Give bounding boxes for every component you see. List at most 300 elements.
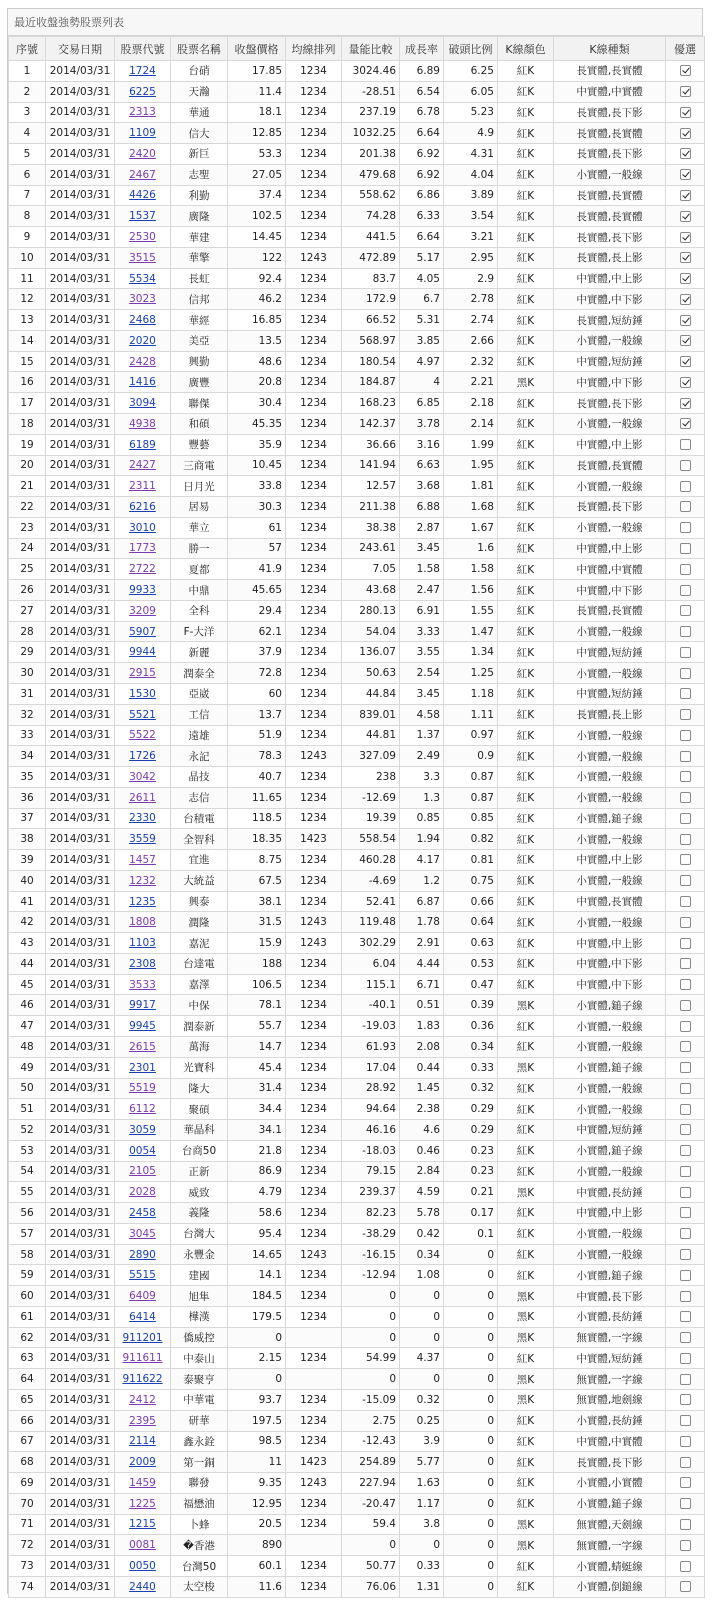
stock-code-link[interactable]: 3023 — [129, 293, 156, 306]
preferred-checkbox[interactable] — [680, 688, 691, 699]
cell-growth: 4.58 — [400, 704, 444, 725]
cell-k-type: 小實體,一般線 — [554, 1161, 666, 1182]
cell-close: 86.9 — [228, 1161, 286, 1182]
stock-code-link[interactable]: 2915 — [129, 667, 156, 680]
table-row — [9, 995, 705, 1016]
preferred-checkbox[interactable] — [680, 1498, 691, 1509]
preferred-checkbox[interactable] — [680, 1228, 691, 1239]
preferred-checkbox[interactable] — [680, 958, 691, 969]
preferred-checkbox[interactable] — [680, 875, 691, 886]
col-header-seq[interactable]: 序號 — [9, 37, 46, 61]
preferred-checkbox[interactable] — [680, 751, 691, 762]
stock-code-link[interactable]: 2313 — [129, 106, 156, 119]
cell-name: 鑫永銓 — [171, 1431, 228, 1452]
cell-date: 2014/03/31 — [46, 580, 115, 601]
stock-code-link[interactable]: 1109 — [129, 127, 156, 140]
stock-code-link[interactable]: 2114 — [129, 1435, 156, 1448]
stock-code-link[interactable]: 2458 — [129, 1206, 156, 1219]
cell-ma-order: 1234 — [286, 850, 342, 871]
cell-close: 37.4 — [228, 185, 286, 206]
cell-name: 天瀚 — [171, 81, 228, 102]
cell-breakout: 6.05 — [444, 81, 498, 102]
cell-name: 潤泰全 — [171, 663, 228, 684]
preferred-checkbox[interactable] — [680, 647, 691, 658]
preferred-checkbox[interactable] — [680, 398, 691, 409]
cell-date: 2014/03/31 — [46, 808, 115, 829]
col-header-k-color[interactable]: K線顏色 — [498, 37, 554, 61]
cell-name: 信邦 — [171, 289, 228, 310]
cell-preferred — [666, 289, 705, 310]
cell-date: 2014/03/31 — [46, 330, 115, 351]
col-header-breakout[interactable]: 破頭比例 — [444, 37, 498, 61]
cell-seq: 33 — [9, 725, 46, 746]
cell-name: 利勤 — [171, 185, 228, 206]
table-row — [9, 642, 705, 663]
cell-name: 永記 — [171, 746, 228, 767]
stock-code-link[interactable]: 1724 — [129, 64, 156, 77]
cell-ma-order: 1234 — [286, 414, 342, 435]
cell-k-color: 黑K — [498, 1182, 554, 1203]
stock-code-link[interactable]: 3533 — [129, 978, 156, 991]
preferred-checkbox[interactable] — [680, 1353, 691, 1364]
cell-k-color: 紅K — [498, 434, 554, 455]
preferred-checkbox[interactable] — [680, 148, 691, 159]
cell-breakout: 0.9 — [444, 746, 498, 767]
stock-code-link[interactable]: 4426 — [129, 189, 156, 202]
cell-growth: 3.45 — [400, 538, 444, 559]
stock-code-link[interactable]: 3094 — [129, 397, 156, 410]
preferred-checkbox[interactable] — [680, 190, 691, 201]
stock-code-link[interactable]: 1232 — [129, 874, 156, 887]
cell-close: 30.3 — [228, 497, 286, 518]
stock-code-link[interactable]: 5907 — [129, 625, 156, 638]
cell-close: 188 — [228, 953, 286, 974]
cell-breakout: 0 — [444, 1369, 498, 1390]
cell-seq: 16 — [9, 372, 46, 393]
stock-code-link[interactable]: 1530 — [129, 687, 156, 700]
cell-k-color: 紅K — [498, 974, 554, 995]
cell-preferred — [666, 1327, 705, 1348]
cell-date: 2014/03/31 — [46, 476, 115, 497]
preferred-checkbox[interactable] — [680, 730, 691, 741]
stock-code-link[interactable]: 3010 — [129, 521, 156, 534]
stock-code-link[interactable]: 1225 — [129, 1497, 156, 1510]
cell-seq: 51 — [9, 1099, 46, 1120]
preferred-checkbox[interactable] — [680, 1166, 691, 1177]
stock-code-link[interactable]: 6216 — [129, 500, 156, 513]
preferred-checkbox[interactable] — [680, 232, 691, 243]
cell-name: 和碩 — [171, 414, 228, 435]
cell-date: 2014/03/31 — [46, 1390, 115, 1411]
cell-k-type: 中實體,中下影 — [554, 372, 666, 393]
stock-code-link[interactable]: 9917 — [129, 999, 156, 1012]
cell-close: 31.4 — [228, 1078, 286, 1099]
preferred-checkbox[interactable] — [680, 896, 691, 907]
stock-code-link[interactable]: 1459 — [129, 1476, 156, 1489]
preferred-checkbox[interactable] — [680, 792, 691, 803]
preferred-checkbox[interactable] — [680, 585, 691, 596]
cell-ma-order: 1234 — [286, 787, 342, 808]
table-row — [9, 1057, 705, 1078]
stock-code-link[interactable]: 2530 — [129, 231, 156, 243]
cell-date: 2014/03/31 — [46, 1099, 115, 1120]
stock-code-link[interactable]: 2440 — [129, 1580, 156, 1593]
preferred-checkbox[interactable] — [680, 854, 691, 865]
cell-k-color: 紅K — [498, 683, 554, 704]
cell-ma-order: 1234 — [286, 663, 342, 684]
stock-code-link[interactable]: 911622 — [122, 1373, 163, 1386]
table-row — [9, 268, 705, 289]
stock-code-link[interactable]: 2009 — [129, 1456, 156, 1469]
cell-k-color: 紅K — [498, 455, 554, 476]
cell-k-type: 無實體,一字線 — [554, 1327, 666, 1348]
col-header-close[interactable]: 收盤價格 — [228, 37, 286, 61]
table-row — [9, 538, 705, 559]
cell-breakout: 0.97 — [444, 725, 498, 746]
cell-preferred — [666, 1473, 705, 1494]
preferred-checkbox[interactable] — [680, 1561, 691, 1572]
preferred-checkbox[interactable] — [680, 1374, 691, 1385]
stock-code-link[interactable]: 2890 — [129, 1248, 156, 1261]
col-header-growth[interactable]: 成長率 — [400, 37, 444, 61]
cell-code — [115, 247, 171, 268]
preferred-checkbox[interactable] — [680, 626, 691, 637]
cell-k-type: 小實體,一般線 — [554, 476, 666, 497]
table-row — [9, 621, 705, 642]
cell-growth: 0.85 — [400, 808, 444, 829]
preferred-checkbox[interactable] — [680, 460, 691, 471]
stock-code-link[interactable]: 3045 — [129, 1227, 156, 1240]
cell-breakout: 0.87 — [444, 787, 498, 808]
preferred-checkbox[interactable] — [680, 501, 691, 512]
stock-code-link[interactable]: 1457 — [129, 853, 156, 866]
cell-volume: 7.05 — [342, 559, 400, 580]
cell-date: 2014/03/31 — [46, 310, 115, 331]
cell-k-type: 中實體,中下影 — [554, 953, 666, 974]
cell-breakout: 0 — [444, 1452, 498, 1473]
stock-code-link[interactable]: 2308 — [129, 957, 156, 970]
preferred-checkbox[interactable] — [680, 1083, 691, 1094]
preferred-checkbox[interactable] — [680, 1415, 691, 1426]
stock-code-link[interactable]: 5515 — [129, 1269, 156, 1282]
stock-code-link[interactable]: 2311 — [129, 480, 156, 493]
stock-code-link[interactable]: 0050 — [129, 1560, 156, 1572]
stock-code-link[interactable]: 2105 — [129, 1165, 156, 1178]
cell-k-type: 中實體,中下影 — [554, 289, 666, 310]
preferred-checkbox[interactable] — [680, 1540, 691, 1551]
cell-growth: 6.86 — [400, 185, 444, 206]
table-row — [9, 330, 705, 351]
stock-code-link[interactable]: 5522 — [129, 729, 156, 742]
preferred-checkbox[interactable] — [680, 1477, 691, 1488]
cell-close: 55.7 — [228, 1016, 286, 1037]
cell-preferred — [666, 746, 705, 767]
preferred-checkbox[interactable] — [680, 1581, 691, 1592]
preferred-checkbox[interactable] — [680, 335, 691, 346]
preferred-checkbox[interactable] — [680, 522, 691, 533]
preferred-checkbox[interactable] — [680, 418, 691, 429]
stock-code-link[interactable]: 1235 — [129, 895, 156, 908]
cell-growth: 5.77 — [400, 1452, 444, 1473]
preferred-checkbox[interactable] — [680, 211, 691, 222]
cell-ma-order: 1234 — [286, 1036, 342, 1057]
stock-code-link[interactable]: 1103 — [129, 937, 156, 950]
stock-code-link[interactable]: 0054 — [129, 1144, 156, 1157]
stock-code-link[interactable]: 2330 — [129, 812, 156, 825]
col-header-name[interactable]: 股票名稱 — [171, 37, 228, 61]
stock-code-link[interactable]: 5534 — [129, 272, 156, 285]
stock-code-link[interactable]: 9933 — [129, 584, 156, 597]
preferred-checkbox[interactable] — [680, 1311, 691, 1322]
cell-name: 工信 — [171, 704, 228, 725]
cell-seq: 57 — [9, 1223, 46, 1244]
preferred-checkbox[interactable] — [680, 917, 691, 928]
cell-code — [115, 1161, 171, 1182]
cell-volume: 441.5 — [342, 227, 400, 248]
cell-breakout: 3.54 — [444, 206, 498, 227]
col-header-volume[interactable]: 量能比較 — [342, 37, 400, 61]
cell-close: 38.1 — [228, 891, 286, 912]
cell-k-color: 黑K — [498, 1535, 554, 1556]
stock-code-link[interactable]: 6414 — [129, 1310, 156, 1323]
preferred-checkbox[interactable] — [680, 1207, 691, 1218]
cell-code — [115, 1016, 171, 1037]
preferred-checkbox[interactable] — [680, 1519, 691, 1530]
stock-code-link[interactable]: 2395 — [129, 1414, 156, 1427]
stock-code-link[interactable]: 3559 — [129, 833, 156, 846]
preferred-checkbox[interactable] — [680, 1291, 691, 1302]
cell-close: 31.5 — [228, 912, 286, 933]
preferred-checkbox[interactable] — [680, 709, 691, 720]
preferred-checkbox[interactable] — [680, 1249, 691, 1260]
cell-close: 45.35 — [228, 414, 286, 435]
preferred-checkbox[interactable] — [680, 771, 691, 782]
preferred-checkbox[interactable] — [680, 86, 691, 97]
cell-close: 61 — [228, 517, 286, 538]
cell-close: 35.9 — [228, 434, 286, 455]
preferred-checkbox[interactable] — [680, 273, 691, 284]
cell-seq: 72 — [9, 1535, 46, 1556]
cell-k-color: 紅K — [498, 351, 554, 372]
cell-date: 2014/03/31 — [46, 850, 115, 871]
col-header-ma-order[interactable]: 均線排列 — [286, 37, 342, 61]
stock-code-link[interactable]: 1215 — [129, 1518, 156, 1531]
preferred-checkbox[interactable] — [680, 938, 691, 949]
cell-close: 78.1 — [228, 995, 286, 1016]
preferred-checkbox[interactable] — [680, 1062, 691, 1073]
stock-code-link[interactable]: 2301 — [129, 1061, 156, 1074]
cell-close: 29.4 — [228, 600, 286, 621]
cell-k-color: 紅K — [498, 144, 554, 165]
cell-code — [115, 1078, 171, 1099]
stock-code-link[interactable]: 3042 — [129, 770, 156, 783]
cell-ma-order: 1234 — [286, 206, 342, 227]
cell-breakout: 0.29 — [444, 1120, 498, 1141]
stock-code-link[interactable]: 911611 — [122, 1352, 163, 1365]
preferred-checkbox[interactable] — [680, 979, 691, 990]
preferred-checkbox[interactable] — [680, 1104, 691, 1115]
cell-ma-order: 1234 — [286, 1431, 342, 1452]
stock-code-link[interactable]: 1537 — [129, 210, 156, 223]
stock-code-link[interactable]: 3209 — [129, 604, 156, 617]
stock-code-link[interactable]: 2427 — [129, 459, 156, 472]
cell-date: 2014/03/31 — [46, 123, 115, 144]
cell-preferred — [666, 81, 705, 102]
cell-name: 僑威控 — [171, 1327, 228, 1348]
stock-code-link[interactable]: 3059 — [129, 1123, 156, 1136]
cell-volume: 141.94 — [342, 455, 400, 476]
preferred-checkbox[interactable] — [680, 439, 691, 450]
cell-code — [115, 538, 171, 559]
cell-seq: 14 — [9, 330, 46, 351]
cell-preferred — [666, 123, 705, 144]
cell-k-color: 紅K — [498, 289, 554, 310]
stock-code-link[interactable]: 2420 — [129, 147, 156, 160]
cell-ma-order: 1234 — [286, 704, 342, 725]
cell-k-type: 小實體,一般線 — [554, 829, 666, 850]
cell-growth: 4.97 — [400, 351, 444, 372]
preferred-checkbox[interactable] — [680, 1000, 691, 1011]
cell-ma-order: 1234 — [286, 393, 342, 414]
cell-volume: 280.13 — [342, 600, 400, 621]
preferred-checkbox[interactable] — [680, 1394, 691, 1405]
cell-breakout: 0 — [444, 1535, 498, 1556]
table-row — [9, 1161, 705, 1182]
cell-growth: 1.08 — [400, 1265, 444, 1286]
preferred-checkbox[interactable] — [680, 1021, 691, 1032]
preferred-checkbox[interactable] — [680, 1457, 691, 1468]
col-header-k-type[interactable]: K線種類 — [554, 37, 666, 61]
stock-code-link[interactable]: 2611 — [129, 791, 156, 804]
cell-growth: 2.84 — [400, 1161, 444, 1182]
stock-code-link[interactable]: 2467 — [129, 168, 156, 181]
stock-code-link[interactable]: 3515 — [129, 251, 156, 264]
stock-code-link[interactable]: 2722 — [129, 563, 156, 576]
cell-breakout: 0.34 — [444, 1036, 498, 1057]
col-header-date[interactable]: 交易日期 — [46, 37, 115, 61]
stock-code-link[interactable]: 2412 — [129, 1393, 156, 1406]
preferred-checkbox[interactable] — [680, 668, 691, 679]
preferred-checkbox[interactable] — [680, 813, 691, 824]
stock-code-link[interactable]: 911201 — [122, 1331, 163, 1344]
stock-code-link[interactable]: 2468 — [129, 314, 156, 327]
cell-growth: 4.17 — [400, 850, 444, 871]
cell-preferred — [666, 414, 705, 435]
preferred-checkbox[interactable] — [680, 356, 691, 367]
preferred-checkbox[interactable] — [680, 481, 691, 492]
cell-breakout: 0.82 — [444, 829, 498, 850]
cell-code — [115, 268, 171, 289]
cell-close: 62.1 — [228, 621, 286, 642]
cell-growth: 3.3 — [400, 767, 444, 788]
cell-name: 興泰 — [171, 891, 228, 912]
stock-code-link[interactable]: 4938 — [129, 417, 156, 430]
preferred-checkbox[interactable] — [680, 1332, 691, 1343]
cell-name: 勝一 — [171, 538, 228, 559]
stock-code-link[interactable]: 1808 — [129, 916, 156, 929]
preferred-checkbox[interactable] — [680, 543, 691, 554]
col-header-code[interactable]: 股票代號 — [115, 37, 171, 61]
preferred-checkbox[interactable] — [680, 252, 691, 263]
preferred-checkbox[interactable] — [680, 377, 691, 388]
preferred-checkbox[interactable] — [680, 1041, 691, 1052]
cell-breakout: 0.63 — [444, 933, 498, 954]
cell-k-color: 紅K — [498, 1244, 554, 1265]
cell-breakout: 0 — [444, 1244, 498, 1265]
preferred-checkbox[interactable] — [680, 834, 691, 845]
cell-seq: 17 — [9, 393, 46, 414]
stock-code-link[interactable]: 9945 — [129, 1020, 156, 1033]
stock-code-link[interactable]: 2428 — [129, 355, 156, 368]
preferred-checkbox[interactable] — [680, 169, 691, 180]
cell-code — [115, 81, 171, 102]
cell-k-type: 長實體,長下影 — [554, 102, 666, 123]
cell-seq: 73 — [9, 1556, 46, 1577]
stock-code-link[interactable]: 2615 — [129, 1040, 156, 1053]
cell-breakout: 3.89 — [444, 185, 498, 206]
cell-close: 93.7 — [228, 1390, 286, 1411]
preferred-checkbox[interactable] — [680, 128, 691, 139]
cell-name: 美亞 — [171, 330, 228, 351]
stock-code-link[interactable]: 5519 — [129, 1082, 156, 1095]
stock-code-link[interactable]: 6189 — [129, 438, 156, 451]
cell-close: 48.6 — [228, 351, 286, 372]
stock-code-link[interactable]: 1416 — [129, 376, 156, 389]
cell-code — [115, 1576, 171, 1597]
cell-k-type: 中實體,長下影 — [554, 1286, 666, 1307]
preferred-checkbox[interactable] — [680, 1436, 691, 1447]
cell-preferred — [666, 829, 705, 850]
cell-ma-order — [286, 1369, 342, 1390]
preferred-checkbox[interactable] — [680, 1145, 691, 1156]
cell-preferred — [666, 310, 705, 331]
preferred-checkbox[interactable] — [680, 1270, 691, 1281]
stock-code-link[interactable]: 6225 — [129, 85, 156, 98]
preferred-checkbox[interactable] — [680, 605, 691, 616]
preferred-checkbox[interactable] — [680, 65, 691, 76]
cell-name: 中保 — [171, 995, 228, 1016]
stock-code-link[interactable]: 1726 — [129, 750, 156, 763]
cell-seq: 35 — [9, 767, 46, 788]
cell-date: 2014/03/31 — [46, 538, 115, 559]
cell-date: 2014/03/31 — [46, 1473, 115, 1494]
stock-code-link[interactable]: 2020 — [129, 334, 156, 347]
stock-code-link[interactable]: 2028 — [129, 1186, 156, 1199]
cell-seq: 32 — [9, 704, 46, 725]
stock-code-link[interactable]: 9944 — [129, 646, 156, 659]
table-row — [9, 1120, 705, 1141]
preferred-checkbox[interactable] — [680, 564, 691, 575]
stock-code-link[interactable]: 5521 — [129, 708, 156, 721]
cell-breakout: 2.66 — [444, 330, 498, 351]
preferred-checkbox[interactable] — [680, 1124, 691, 1135]
preferred-checkbox[interactable] — [680, 1187, 691, 1198]
preferred-checkbox[interactable] — [680, 315, 691, 326]
preferred-checkbox[interactable] — [680, 107, 691, 118]
stock-code-link[interactable]: 0081 — [129, 1539, 156, 1552]
cell-ma-order: 1234 — [286, 808, 342, 829]
col-header-preferred[interactable]: 優選 — [666, 37, 705, 61]
stock-code-link[interactable]: 6112 — [129, 1103, 156, 1116]
cell-name: 豐藝 — [171, 434, 228, 455]
stock-code-link[interactable]: 6409 — [129, 1290, 156, 1303]
preferred-checkbox[interactable] — [680, 294, 691, 305]
cell-growth: 0 — [400, 1369, 444, 1390]
table-row — [9, 1576, 705, 1597]
cell-code — [115, 1473, 171, 1494]
table-row — [9, 289, 705, 310]
stock-code-link[interactable]: 1773 — [129, 542, 156, 555]
